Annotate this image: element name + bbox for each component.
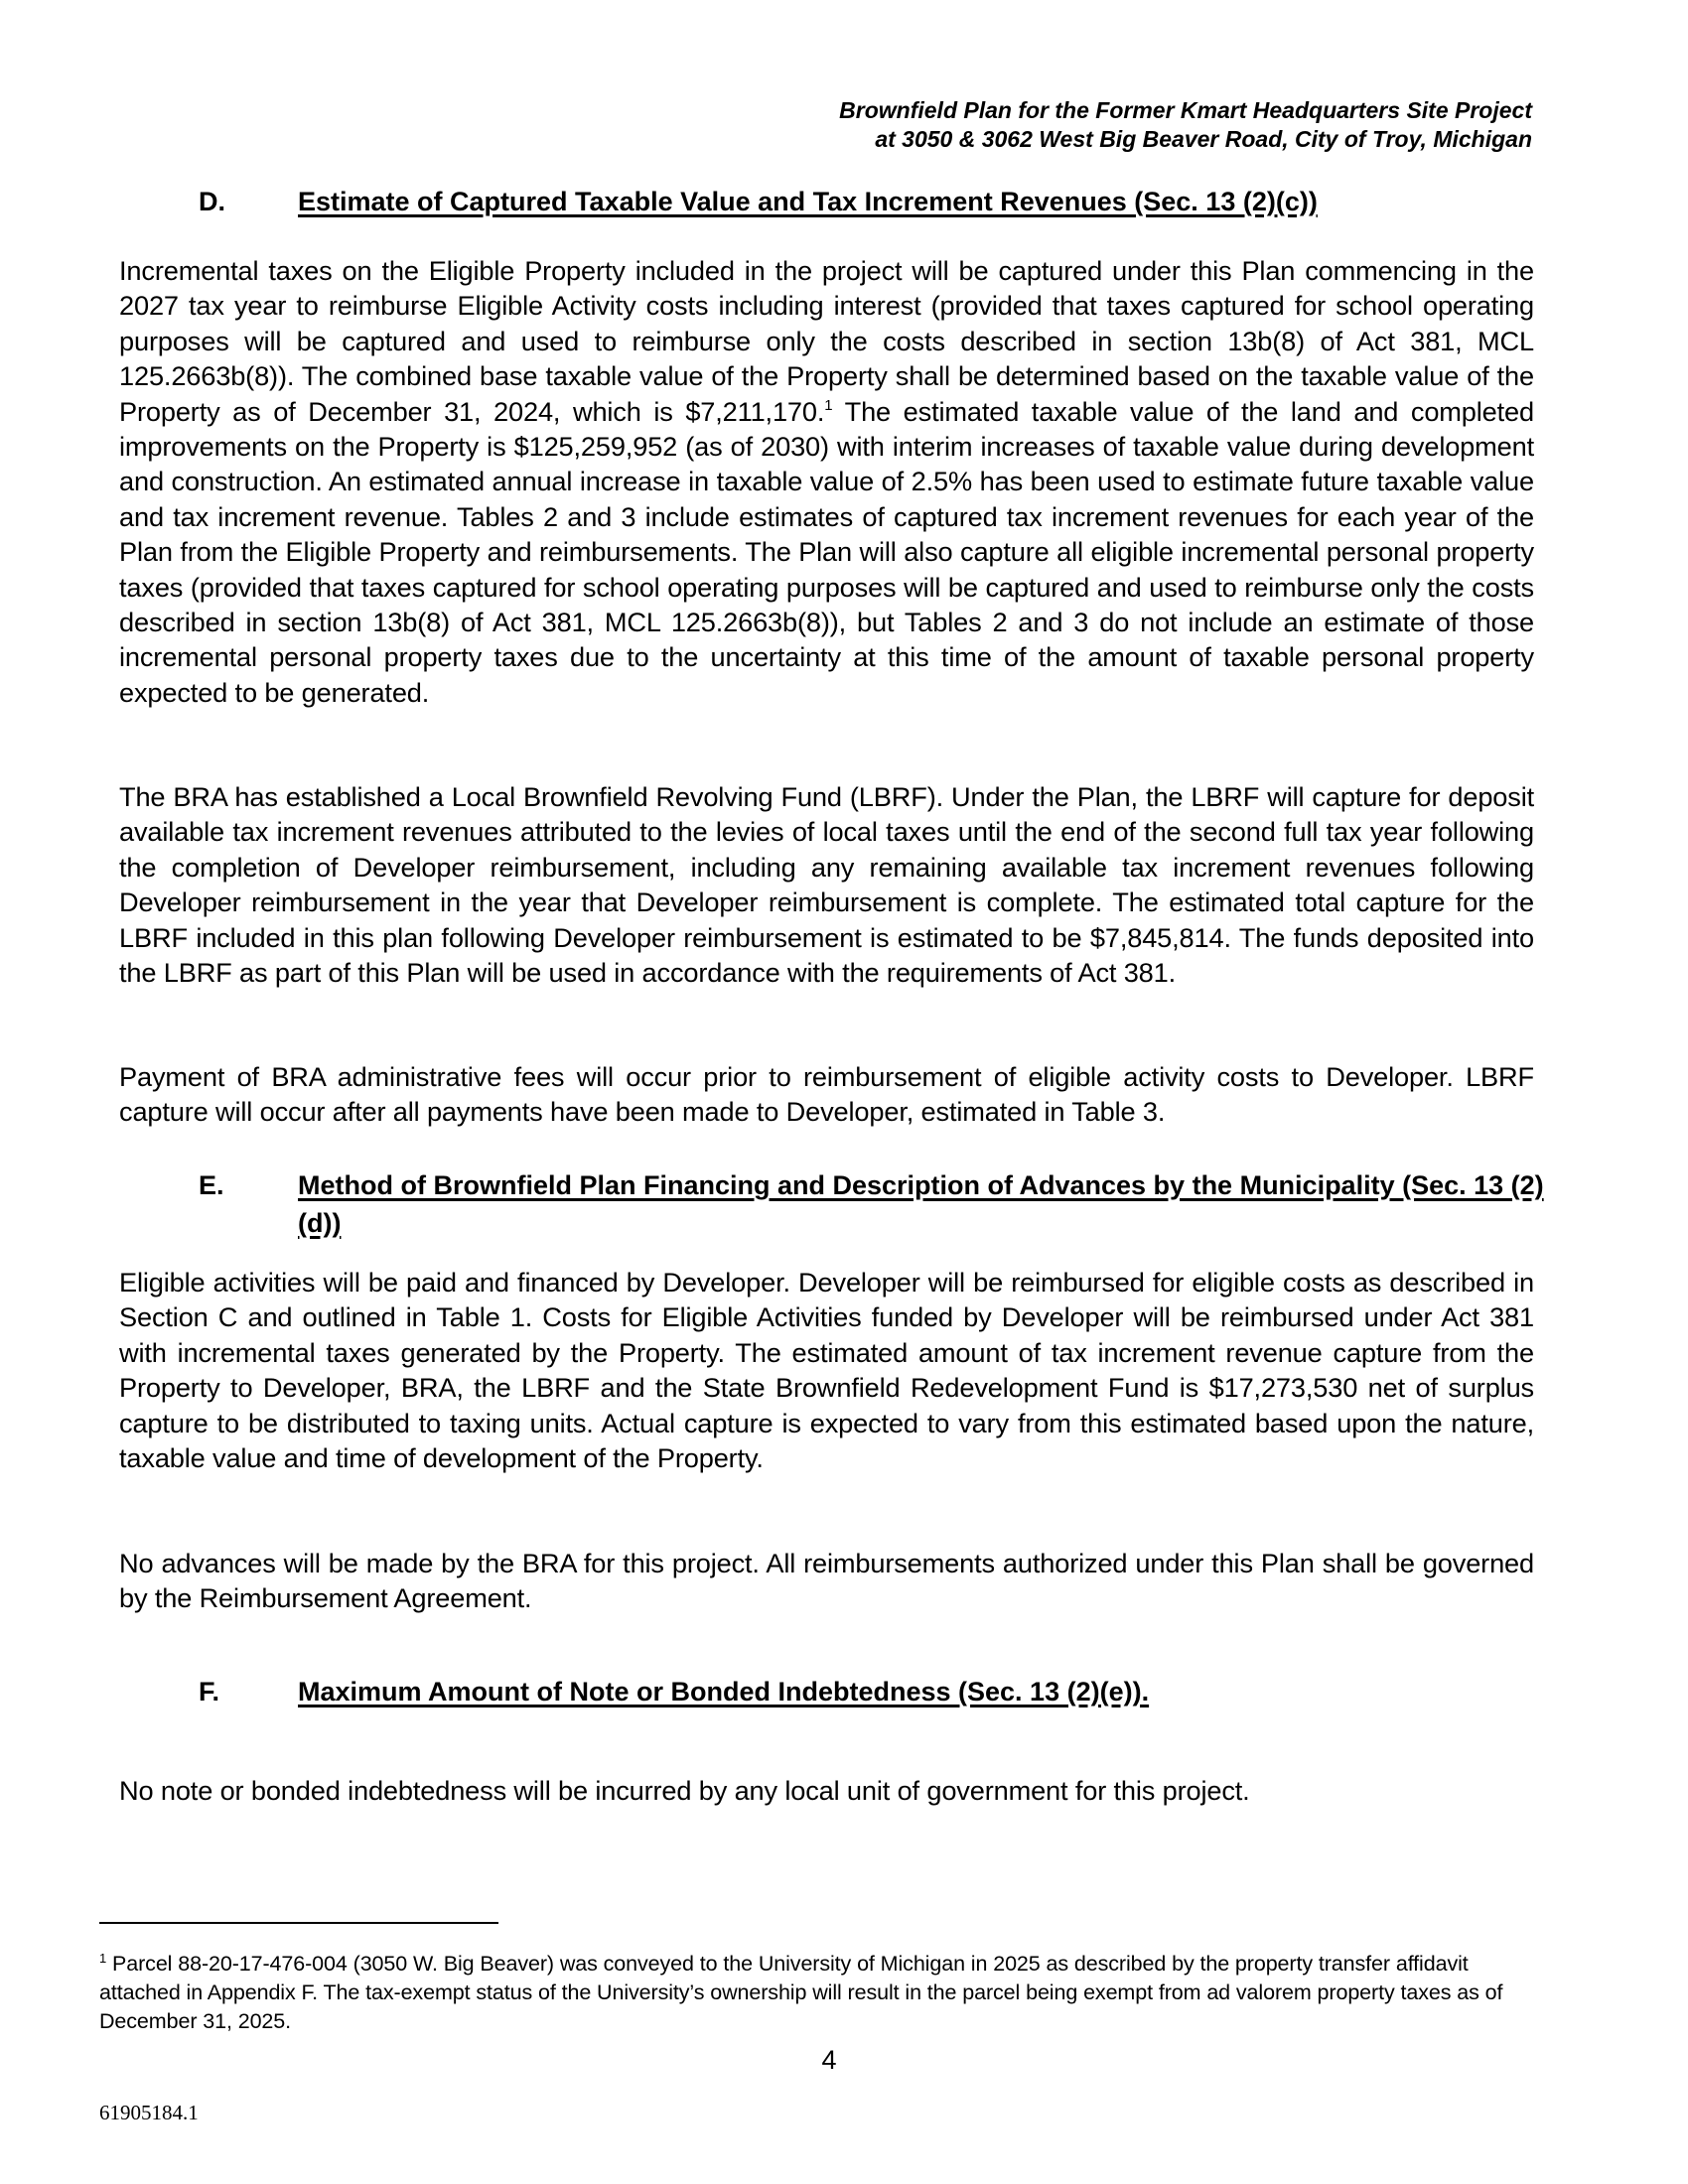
section-title: Maximum Amount of Note or Bonded Indebtedness (Sec. 13 (2)(e)). <box>298 1677 1150 1706</box>
running-header-address: at 3050 & 3062 West Big Beaver Road, City of Troy, Michigan <box>875 126 1532 152</box>
paragraph-financing: Eligible activities will be paid and financed by Developer. Developer will be reimbursed for eligible costs as described in Section C and outlined in Table 1. Costs for Eligible Activities funded by Developer will be reimbursed under Act 381 with incremental taxes generated by the Property. The estimated amount of tax increment revenue capture from the Property to Developer, BRA, the LBRF and the State Brownfield Redevelopment Fund is $17,273,530 net of surplus capture to be distributed to taxing units. Actual capture is expected to vary from this estimated based upon the nature, taxable value and time of development of the Property. <box>119 1267 1534 1474</box>
page-number: 4 <box>821 2045 837 2075</box>
paragraph-admin-fees: Payment of BRA administrative fees will occur prior to reimbursement of eligible activity costs to Developer. LBRF capture will occur after all payments have been made to Developer, estimated in Table 3. <box>119 1061 1534 1128</box>
section-title: Method of Brownfield Plan Financing and Description of Advances by the Municipality (Sec. 13 (2)(d)) <box>298 1170 1544 1238</box>
section-letter: F. <box>199 1677 220 1706</box>
footnote-reference[interactable]: 1 <box>824 396 833 414</box>
footnote <box>99 1950 1539 2036</box>
paragraph-indebtedness: No note or bonded indebtedness will be incurred by any local unit of government for this project. <box>119 1775 1250 1806</box>
section-letter: D. <box>199 187 225 216</box>
running-header <box>839 96 1532 154</box>
document-id: 61905184.1 <box>99 2101 199 2124</box>
footnote-text: Parcel 88-20-17-476-004 (3050 W. Big Beaver) was conveyed to the University of Michigan in 2025 as described by the property transfer affidavit attached in Appendix F. The tax-exempt status of the University’s ownership will result in the parcel being exempt from ad valorem property taxes as of December 31, 2025. <box>99 1952 1503 2033</box>
running-header-title: Brownfield Plan for the Former Kmart Headquarters Site Project <box>839 97 1532 123</box>
paragraph-text: Incremental taxes on the Eligible Property included in the project will be captured under this Plan commencing in the 2027 tax year to reimburse Eligible Activity costs including interest (provided that taxes captured for school operating purposes will be captured and used to reimburse only the costs described in section 13b(8) of Act 381, MCL 125.2663b(8)). The combined base taxable value of the Property shall be determined based on the taxable value of the Property as of December 31, 2024, which is $7,211,170. <box>119 255 1534 427</box>
paragraph-lbrf: The BRA has established a Local Brownfield Revolving Fund (LBRF). Under the Plan, the LBRF will capture for deposit available tax increment revenues attributed to the levies of local taxes until the end of the second full tax year following the completion of Developer reimbursement, including any remaining available tax increment revenues following Developer reimbursement in the year that Developer reimbursement is complete. The estimated total capture for the LBRF included in this plan following Developer reimbursement is estimated to be $7,845,814. The funds deposited into the LBRF as part of this Plan will be used in accordance with the requirements of Act 381. <box>119 781 1534 989</box>
footnote-separator <box>99 1922 498 1924</box>
paragraph-text: The estimated taxable value of the land and completed improvements on the Property is $125,259,952 (as of 2030) with interim increases of taxable value during development and construction. An estimated annual increase in taxable value of 2.5% has been used to estimate future taxable value and tax increment revenue. Tables 2 and 3 include estimates of captured tax increment revenues for each year of the Plan from the Eligible Property and reimbursements. The Plan will also capture all eligible incremental personal property taxes (provided that taxes captured for school operating purposes will be captured and used to reimburse only the costs described in section 13b(8) of Act 381, MCL 125.2663b(8)), but Tables 2 and 3 do not include an estimate of those incremental personal property taxes due to the uncertainty at this time of the amount of taxable personal property expected to be generated. <box>119 395 1534 708</box>
paragraph-advances: No advances will be made by the BRA for this project. All reimbursements authorized under this Plan shall be governed by the Reimbursement Agreement. <box>119 1548 1534 1614</box>
section-letter: E. <box>199 1170 224 1200</box>
paragraph-captured-taxable-value <box>119 253 1534 710</box>
footnote-marker: 1 <box>99 1951 107 1966</box>
section-title: Estimate of Captured Taxable Value and Tax Increment Revenues (Sec. 13 (2)(c)) <box>298 187 1318 216</box>
